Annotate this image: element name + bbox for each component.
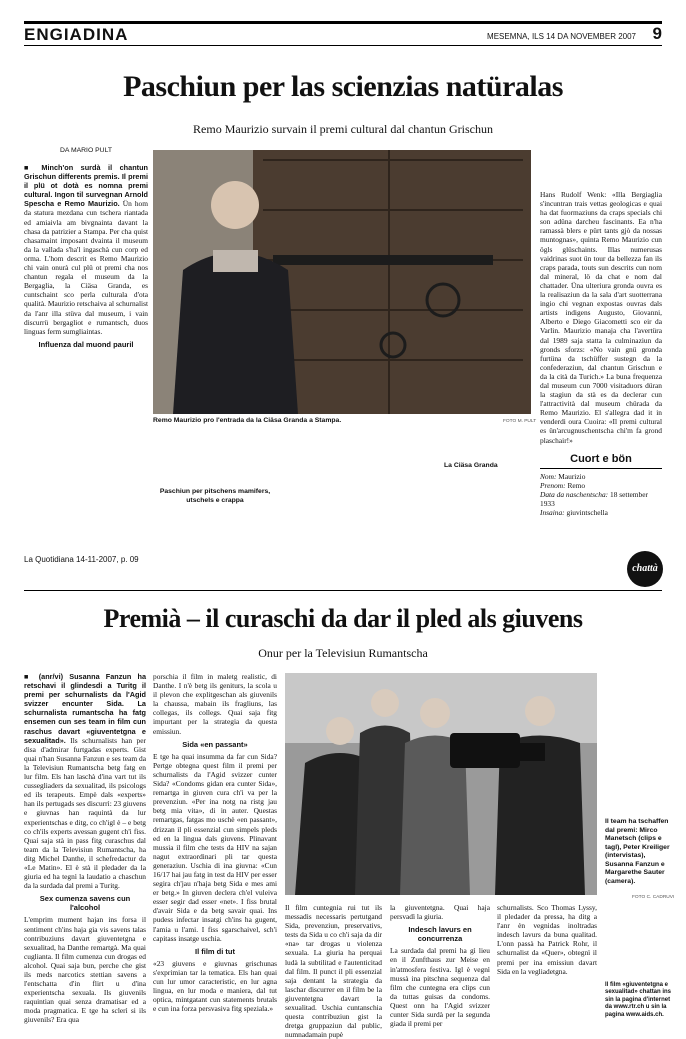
article2-column2: [153, 672, 277, 1012]
infobox-row: Insaina: giuvintschella: [540, 508, 608, 517]
article1-column1: ■ Minch'on surdà il chantun Grischun differents premis. Il premi il plü ot dotà es nomna premi cultural. Ingon til survegnan Arnold Spescha e Remo Maurizio. Ün hom da statura mezdana cun tschera riantada ed amiaivla am bivgnainta davant la chasa da patrizier a Stampa. Per cha quist chasamaint imposant dvainta il museum da la vallada s'ha'l ingaschà cun corp ed orma. L'hom descrit es Remo Maurizio chi vain onurà cul plü ot premi cha nos chantun regala el museum da la Bergaglia, la Ciäsa Granda, es cuntschaint sco perla culturala d'ota qualità. Maurizio retschaiva al schurnalist da l'anr illa stüva dal museum, i vain discurrü bergagliot e rumantsch, duos linguas ferm sumgliaintas. Influenza dal muond pauril: [24, 163, 148, 349]
article1-photo: [153, 150, 531, 414]
article1-column3: [540, 190, 662, 445]
article2-column3: [285, 903, 382, 1039]
photo-team: [285, 673, 597, 895]
article2-column1: ■ (anr/vi) Susanna Fanzun ha retschavi il glindesdi a Turitg il premi per schurnalists da l'Agid svizzer encunter Sida. La schurnalista rumantscha ha fatg ensemen cun ses team in film cun raschus davart «giuventetgna e sexualitad». Ils schurnalists han per disa d'admirar furtgadas experts. Gist quai n'han Susanna Fanzun e ses team da la Televisiun Rumantscha betg fatg en lur film. Els han laschà d'ina vart tut ils cussegliaders da sexualitad, ils psicologs ed ils terapeuts. Empè dals «experts» han ils pertugads ses discurrì: 23 giuvens e giuvnas han raquintà da lur experientschas e ditg, co ch'igl è – e betg co ch'ils experts avessan gugent ch'i fiss. Quai saja stà in pass fitg curaschus dal team da la Televisiun Rumantscha, ha ditg Michel Danthe, il schefredactur da «Le Matin». El è stà il pledader da la giuria ed ha tegnì la laudatio a chaschun da la surdada dal premi a Turitg. Sex cumenza savens cun l'alcohol L'emprim mument hajan ins forsa il sentiment ch'ins haja gia vis savens talas contribuziuns davart giuventetgna e sexualitad, ha Danthe remartgà. Ma quai cuglianta. Il film cumenza cun drogas ed alcohol. Quai saja bun, perche che gist ils meds narcotics stettian savens a l'entschatta d'in flirt u d'ina experientscha sexuala. Ils giuvenils raquintian quai senza dramatisar ed a moda pragmatica. E tge ha sclerì si ils giuvenils? Era qua: [24, 672, 147, 1025]
article2-subhead3: Il film di tut: [195, 946, 235, 956]
article1-col1-text: Ün hom da statura mezdana cun tschera riantada ed amiaivla am bivgnainta davant la chasa da patrizier a Stampa. Per cha quist chasamaint imposant dvainta il museum da la vallada s'ha'l ingaschà cun corp ed orma. L'hom descrit es Remo Maurizio chi vain onurà cul plü ot premi cha nos chantun regala el museum da la Bergaglia, la Ciäsa Granda, es cuntschaint sco perla culturala d'ota qualità. Maurizio retschaiva al schurnalist da l'anr illa stüva dal museum, i vain discurrü bergagliot e rumantsch, duos linguas ferm sumgliaintas.: [24, 199, 148, 336]
article2-subhead4: Indesch lavurs en concurrenza: [408, 925, 472, 944]
infobox-rule: [540, 468, 662, 469]
article2-col4b-text: La surdada dal premi ha gì lieu en il Zunfthaus zur Meise en in'atmosfera festiva. Igl è vegnì mussà ina pitschna sequenza dal film che cuntegna era clips cun da tuttas guisas da condoms. Quest onn ha l'Agid svizzer cunter Sida surdà per la segunda giada il premi per: [390, 946, 490, 1029]
article2-col2b-text: E tge ha quai insumma da far cun Sida? Pertge obtegna quest film il premi per schurnalists da l'Agid svizzer cunter Sida? «Condoms gidan era cunter Sida», remartga in giuven cura ch'i va per la prevenziun. «Per ina notg na ristg jau betg mia vita», di in auter. Questas remartgas, fatgas mo uschè «en passant», drizzan il pli essenzial cun simpels pleds ed en la lingua dals giuvens. Plinavant mussia il film che tests da HIV na sajan nagut extraordinari pli tar questa generaziun. Uschia di ina giuvna: «Cun 16/17 hai jau fatg in test da HIV per esser segira ch'jau n'haja betg Sida e mes ami er betg.» In giuven declera ch'el vuleiva esser segir dad esser «net». I fiss brutal d'avair Sida e da betg savair quai. Ins pudess infectar insatgi ch'ins ha gugent, l'amia u l'ami. I fiss sgarschaivel, sch'i capitass insatge uschia.: [153, 751, 277, 943]
infobox-rows: [540, 472, 662, 517]
article1-mineral-caption: Paschiun per pitschens mamifers, utschels e crappa: [159, 488, 271, 504]
article2-photo-caption: Il team ha tschaffen dal premi: Mirco Manetsch (clips e tagl), Peter Kreiliger (intervistas), Susanna Fanzun e Margarethe Sauter (camera).: [605, 818, 670, 885]
section-title: ENGIADINA: [24, 25, 129, 44]
article2-subhead1: Sex cumenza savens cun l'alcohol: [39, 894, 131, 913]
header-rule-bottom: [24, 45, 662, 46]
article1-small-caption: La Ciäsa Granda: [444, 462, 498, 469]
infobox-title: Cuort e bön: [570, 453, 632, 465]
article1-subheadline: Remo Maurizio survain il premi cultural dal chantun Grischun: [193, 122, 493, 136]
article1-headline: Paschiun per las scienzias natüralas: [123, 70, 563, 103]
article-separator: [24, 590, 662, 591]
article1-subhead1: Influenza dal muond pauril: [38, 339, 134, 349]
article2-col3-text: Il film cuntegnia rui tut ils messadis necessaris pertutgand Sida, prevenziun, preservativs, tests da Sida u co ch'i saja da dir «na» tar drogas u violenza sexuala. La giuria ha perquai ludà la subtilitad e l'autenticitad dal film. Il punct il pli essenzial saja dentant la strategia da laschar discurrer en il film be la giuventetgna davart la sexualitad. Uschia cuntanschia questa contribuziun gist la dretga gruppaziun dal public, numnadamain pupè: [285, 903, 382, 1039]
page-number: 9: [652, 24, 662, 43]
article1-infobox: [540, 453, 662, 517]
article2-photo-credit: FOTO C. CADRUVI: [632, 895, 675, 900]
article2-col2c-text: «23 giuvens e giuvnas grischunas s'exprimian tar la tematica. Els han quai cun lur umor caracteristic, en lur agna lingua, en lur moda e maniera, dal tut optica, mintgatant cun statements brutals e cun ina forza persvasiva fitg speziala.»: [153, 958, 277, 1014]
article1-lead: Minch'on surdà il chantun Grischun differents premis. Il premi il plü ot dotà es nomna premi cultural. Ingon til survegnan Arnold Spescha e Remo Maurizio.: [24, 163, 148, 209]
article2-column5: [497, 903, 597, 1013]
article2-col1-text: Ils schurnalists han per disa d'admirar furtgadas experts. Gist quai n'han Susanna Fanzun e ses team da la Televisiun Rumantscha betg fatg en lur film. Els han laschà d'ina vart tut ils cussegliaders da sexualitad, ils psicologs ed ils terapeuts. Empè dals «experts» han ils pertugads ses discurrì: 23 giuvens e giuvnas han raquintà da lur experientschas e ditg, co ch'igl è – e betg co ch'ils experts avessan gugent ch'i fiss. Quai saja stà in pass fitg curaschus dal team da la Televisiun Rumantscha, ha ditg Michel Danthe, il schefredactur da «Le Matin». El è stà il pledader da la giuria ed ha tegnì la laudatio a chaschun da la surdada dal premi a Turitg.: [24, 735, 146, 891]
article1-col3-text: Hans Rudolf Wenk: «Illa Bergiaglia s'incuntran trais vettas geologicas e quai ha dat fuormaziuns da craps specials chi son adüna darcheu fascinants. Ea n'ha ramassà blers e pürt tants gjò da nossas muntognas», quinta Remo Maurizio cun ögls glüschaints. Illas numerusas vaidrinas suot ün tour da bellezza fan ils craps parada, touts sun descrits cun nom dal mineral, lö da chat e nom dal chattader. Üna ulteriura gronda ouvra es la realisaziun da la sala d'art suotterrana ingio chi vegnan expostas ouvras dals artists indigens Augusto, Giovanni, Alberto e Diego Giacometti sco eir da Varlin. Maurizio manaja cha l'avertüra dal 1989 saja statta la culminaziun da gronds sforzs: «No vain gnü gronda furtüna da tschüffer sustegn da la confederaziun, dal chantun Grischun e da la cità da Turich.» La buna frequenza dal museum cun 7000 visitaduors düran la stagiun da stà es da declerar cun l'attractività dal museum chürada da Remo Maurizio. El s'allegra dad it in venderdi oura Cuoira: «Il premi cultural es ün'arcugnuschentscha chi'm fa grond plaschair!»: [540, 190, 662, 445]
header-rule-top: [24, 21, 662, 24]
infobox-row: Data da naschentscha: 18 settember 1933: [540, 490, 648, 508]
article2-headline: Premià – il curaschi da dar il pled als giuvens: [103, 604, 583, 633]
article1-byline: DA MARIO PULT: [60, 147, 112, 154]
article2-col1b-text: L'emprim mument hajan ins forsa il sentiment ch'ins haja gia vis savens talas contribuziuns davart giuventetgna e sexualitad, ha Danthe remartgà. Ma quai cuglianta. Il film cumenza cun drogas ed alcohol. Quai saja bun, perche che gist ils meds narcotics stettian savens a l'entschatta d'in flirt u d'ina experientscha sexuala. Ils giuvenils raquintian quai senza dramatisar ed a moda pragmatica. E tge ha sclerì si ils giuvenils? Era qua: [24, 915, 146, 1025]
infobox-row: Nom: Maurizio: [540, 472, 586, 481]
article2-note: Il film «giuventetgna e sexualitad» chattan ins sin la pagina d'internet da www.rtr.ch u sin la pagina www.aids.ch.: [605, 982, 672, 1018]
photo-door-portrait: [153, 150, 531, 414]
article1-photo-caption: Remo Maurizio pro l'entrada da la Ciäsa Granda a Stampa.: [153, 417, 342, 424]
article2-col2-text: porschia il film in maletg realistic, di Danthe. I n'è betg ils geniturs, la scola u il plevon che explitgeschan als giuvenils la chaussa, mabain ils fragliuns, las collegas, ils collegs. Quai saja fitg impurtant per la strategia da questa emissiun.: [153, 672, 277, 736]
chatta-badge: chattà: [627, 551, 663, 587]
article2-col5-text: schurnalists. Sco Thomas Lyssy, il pledader da pressa, ha ditg a l'anr èn vegnidas inoltradas indesch lavurs da buna qualitad. L'onn passà ha Patrick Rohr, il schurnalist da «Quer», obtegnì il premi per ina emissiun davart Sida en la vegliadetgna.: [497, 903, 597, 976]
article2-lead: (anr/vi) Susanna Fanzun ha retschavi il glindesdi a Turitg il premi per schurnalists da l'Agid svizzer encunter Sida. La schurnalista rumantscha ha fatg ensemen cun ses team in film cun raschus davart «giuventetgna e sexualitad».: [24, 672, 147, 745]
article1-photo-credit: FOTO M. PULT: [503, 419, 537, 424]
issue-date: MESEMNA, ILS 14 DA NOVEMBER 2007: [487, 32, 636, 41]
source-line: La Quotidiana 14-11-2007, p. 09: [24, 555, 139, 564]
article2-subhead2: Sida «en passant»: [182, 739, 248, 749]
article2-photo: [285, 673, 597, 895]
article2-col4-text: la giuventetgna. Quai haja persvadì la giuria.: [390, 903, 490, 922]
article2-subheadline: Onur per la Televisiun Rumantscha: [258, 646, 428, 660]
article2-column4: [390, 903, 490, 1029]
infobox-row: Prenom: Remo: [540, 481, 586, 490]
